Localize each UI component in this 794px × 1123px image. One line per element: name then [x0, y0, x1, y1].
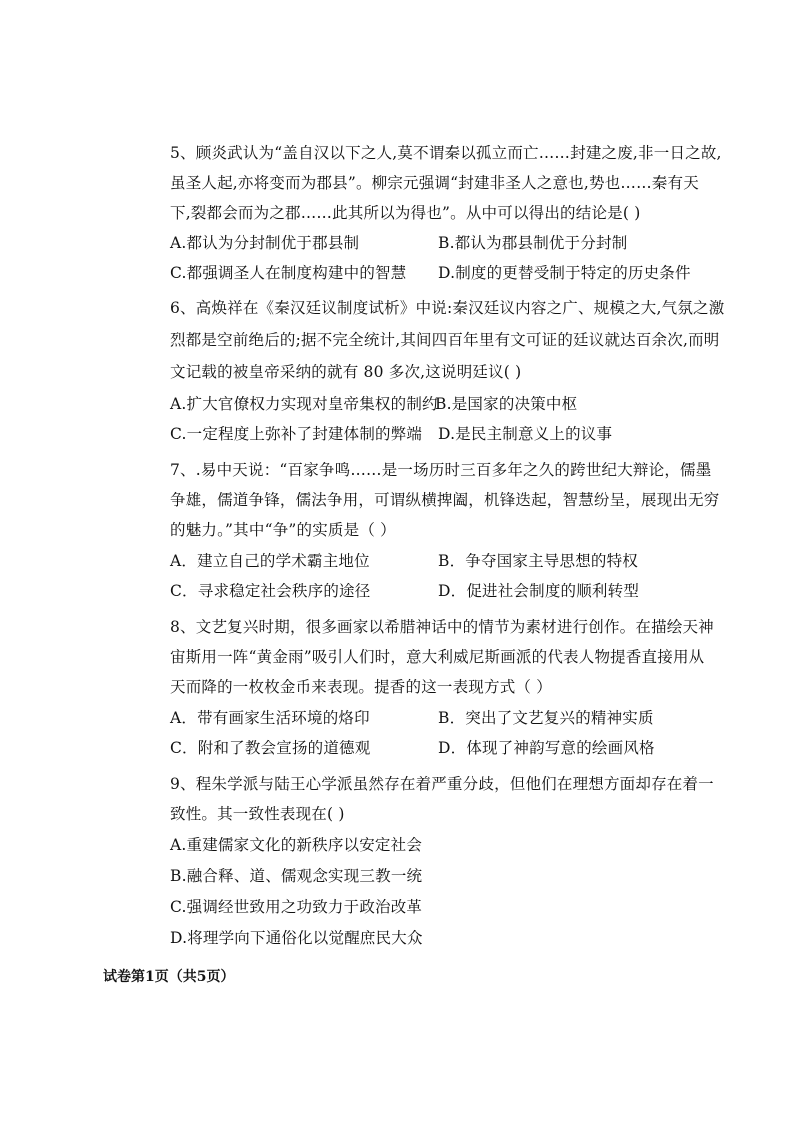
- page-footer: [103, 966, 235, 986]
- q9-option-a: A.重建儒家文化的新秩序以安定社会: [170, 836, 423, 854]
- q7-line-1: 7、.易中天说：“百家争鸣……是一场历时三百多年之久的跨世纪大辩论，儒墨: [170, 461, 712, 479]
- q5-option-b: B.都认为郡县制优于分封制: [438, 234, 628, 252]
- q5-option-d: D.制度的更替受制于特定的历史条件: [438, 264, 691, 282]
- q9-option-c: C.强调经世致用之功致力于政治改革: [170, 898, 423, 916]
- q7-option-a: A．建立自己的学术霸主地位: [170, 552, 370, 570]
- q5-line-2: 虽圣人起,亦将变而为郡县”。柳宗元强调“封建非圣人之意也,势也……秦有天: [170, 174, 699, 192]
- q6-line-1: 6、高焕祥在《秦汉廷议制度试析》中说:秦汉廷议内容之广、规模之大,气氛之激: [170, 299, 725, 317]
- q6-line-2: 烈都是空前绝后的;据不完全统计,其间四百年里有文可证的廷议就达百余次,而明: [170, 331, 720, 349]
- q7-line-2: 争雄，儒道争锋，儒法争用，可谓纵横捭阖，机锋迭起，智慧纷呈，展现出无穷: [170, 491, 720, 509]
- q7-option-c: C．寻求稳定社会秩序的途径: [170, 582, 371, 600]
- q8-line-2: 宙斯用一阵“黄金雨”吸引人们时，意大利威尼斯画派的代表人物提香直接用从: [170, 648, 705, 666]
- q6-option-b: B.是国家的决策中枢: [435, 395, 578, 413]
- q9-line-1: 9、程朱学派与陆王心学派虽然存在着严重分歧，但他们在理想方面却存在着一: [170, 775, 714, 793]
- q6-option-d: D.是民主制意义上的议事: [438, 425, 613, 443]
- q8-option-a: A．带有画家生活环境的烙印: [170, 709, 370, 727]
- q6-line-3: 文记载的被皇帝采纳的就有 80 多次,这说明廷议( ): [170, 363, 522, 381]
- q8-line-1: 8、文艺复兴时期，很多画家以希腊神话中的情节为素材进行创作。在描绘天神: [170, 618, 714, 636]
- q7-option-d: D．促进社会制度的顺利转型: [438, 582, 640, 600]
- q8-line-3: 天而降的一枚枚金币来表现。提香的这一表现方式（ ）: [170, 678, 552, 696]
- q7-line-3: 的魅力。”其中“争”的实质是（ ）: [170, 521, 396, 539]
- q8-option-d: D．体现了神韵写意的绘画风格: [438, 739, 655, 757]
- q6-option-a: A.扩大官僚权力实现对皇帝集权的制约: [170, 395, 438, 413]
- page-number: 试卷第1页（共5页）: [103, 969, 235, 985]
- q9-option-b: B.融合释、道、儒观念实现三教一统: [170, 867, 423, 885]
- q5-line-1: 5、顾炎武认为“盖自汉以下之人,莫不谓秦以孤立而亡……封建之废,非一日之故,: [170, 144, 722, 162]
- q5-option-a: A.都认为分封制优于郡县制: [170, 234, 360, 252]
- q9-option-d: D.将理学向下通俗化以觉醒庶民大众: [170, 929, 423, 947]
- q5-line-3: 下,裂都会而为之郡……此其所以为得也”。从中可以得出的结论是( ): [170, 204, 641, 222]
- q8-option-b: B．突出了文艺复兴的精神实质: [438, 709, 654, 727]
- q6-option-c: C.一定程度上弥补了封建体制的弊端: [170, 425, 423, 443]
- q9-line-2: 致性。其一致性表现在( ): [170, 805, 345, 823]
- q8-option-c: C．附和了教会宣扬的道德观: [170, 739, 371, 757]
- q5-option-c: C.都强调圣人在制度构建中的智慧: [170, 264, 407, 282]
- q7-option-b: B．争夺国家主导思想的特权: [438, 552, 638, 570]
